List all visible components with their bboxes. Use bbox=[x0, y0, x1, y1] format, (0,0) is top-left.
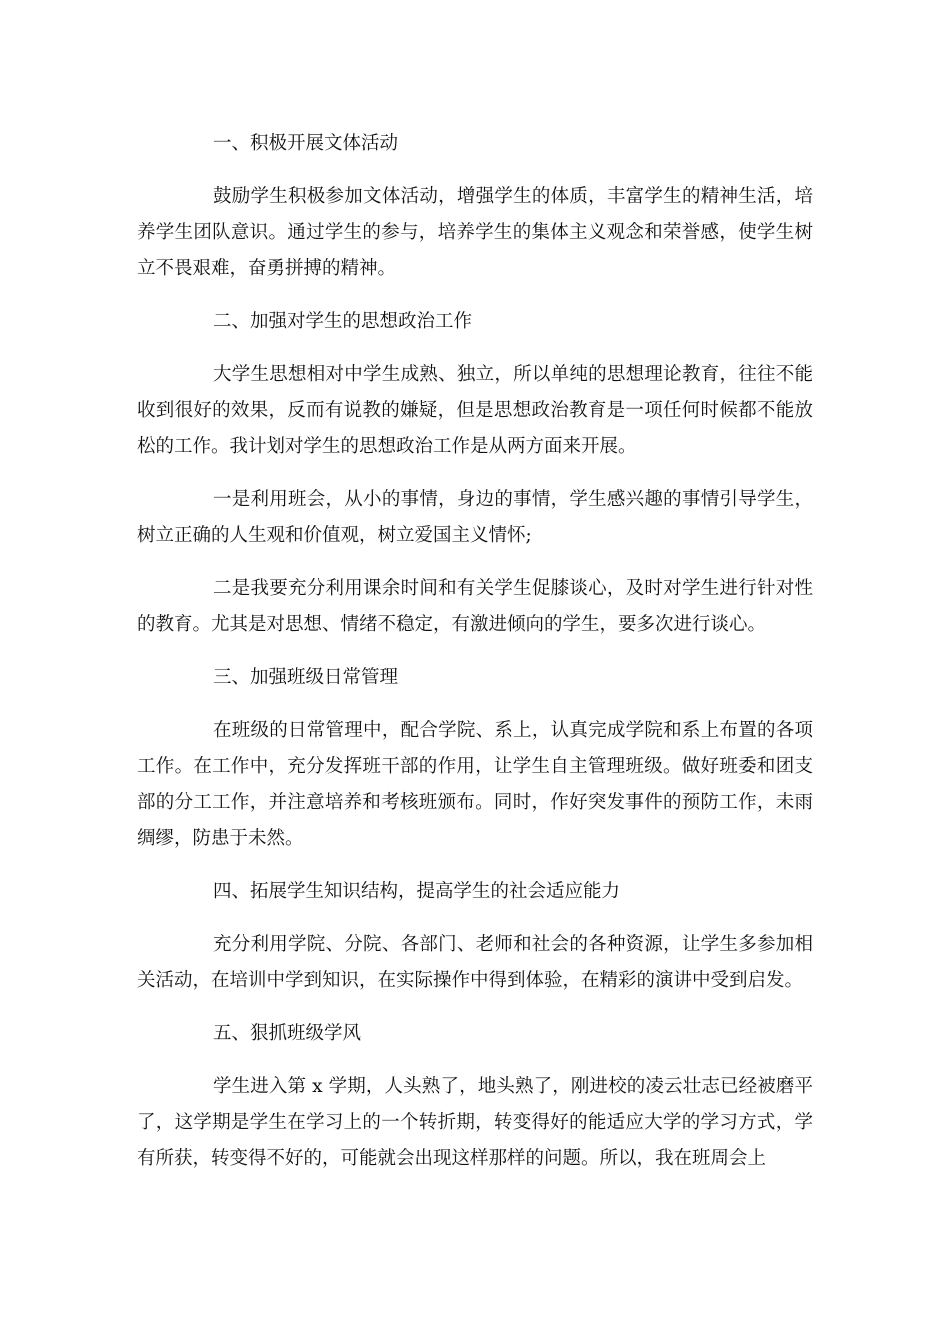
section-5-paragraph-1: 学生进入第 x 学期，人头熟了，地头熟了，刚进校的凌云壮志已经被磨平了，这学期是学生在学习上的一个转折期，转变得好的能适应大学的学习方式，学有所获，转变得不好的，可能就会出现这样那样的问题。所以，我在班周会上 bbox=[137, 1076, 813, 1169]
section-2-paragraph-2: 一是利用班会，从小的事情，身边的事情，学生感兴趣的事情引导学生，树立正确的人生观和价值观，树立爱国主义情怀; bbox=[137, 489, 813, 546]
section-heading-1: 一、积极开展文体活动 bbox=[213, 133, 399, 154]
section-4-paragraph-1: 充分利用学院、分院、各部门、老师和社会的各种资源，让学生多参加相关活动，在培训中学到知识，在实际操作中得到体验，在精彩的演讲中受到启发。 bbox=[137, 934, 813, 991]
section-heading-5: 五、狠抓班级学风 bbox=[213, 1023, 362, 1044]
document-body bbox=[137, 126, 813, 1194]
section-heading-3: 三、加强班级日常管理 bbox=[213, 667, 399, 688]
section-1-paragraph-1: 鼓励学生积极参加文体活动，增强学生的体质，丰富学生的精神生活，培养学生团队意识。通过学生的参与，培养学生的集体主义观念和荣誉感，使学生树立不畏艰难，奋勇拼搏的精神。 bbox=[137, 186, 813, 279]
section-heading-4: 四、拓展学生知识结构，提高学生的社会适应能力 bbox=[213, 881, 621, 902]
section-3-paragraph-1: 在班级的日常管理中，配合学院、系上，认真完成学院和系上布置的各项工作。在工作中，充分发挥班干部的作用，让学生自主管理班级。做好班委和团支部的分工工作，并注意培养和考核班颁布。同时，作好突发事件的预防工作，未雨绸缪，防患于未然。 bbox=[137, 720, 813, 849]
section-2-paragraph-3: 二是我要充分利用课余时间和有关学生促膝谈心，及时对学生进行针对性的教育。尤其是对思想、情绪不稳定，有激进倾向的学生，要多次进行谈心。 bbox=[137, 578, 813, 635]
section-2-paragraph-1: 大学生思想相对中学生成熟、独立，所以单纯的思想理论教育，往往不能收到很好的效果，反而有说教的嫌疑，但是思想政治教育是一项任何时候都不能放松的工作。我计划对学生的思想政治工作是从两方面来开展。 bbox=[137, 364, 813, 457]
section-heading-2: 二、加强对学生的思想政治工作 bbox=[213, 311, 473, 332]
